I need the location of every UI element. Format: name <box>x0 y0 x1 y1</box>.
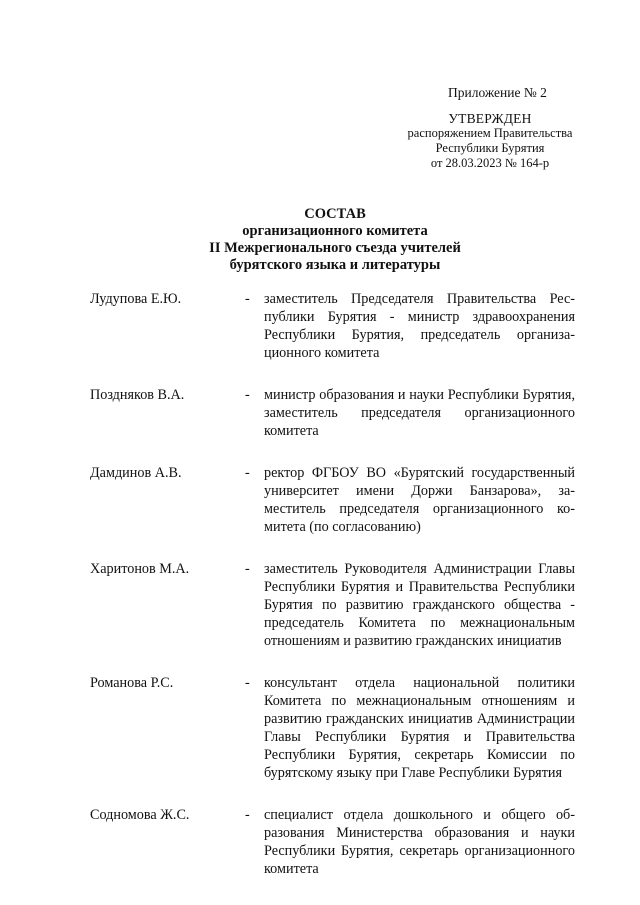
member-name: Романова Р.С. <box>90 675 174 691</box>
title-line-2: организационного комитета <box>242 223 428 239</box>
member-entry <box>90 674 575 782</box>
approved-label: УТВЕРЖДЕН <box>448 111 532 126</box>
member-entry <box>90 806 575 878</box>
title-line-1: СОСТАВ <box>304 206 366 222</box>
member-entry <box>90 464 575 536</box>
document-title <box>130 206 540 274</box>
member-name: Дамдинов А.В. <box>90 465 182 481</box>
member-role: министр образования и науки Республики Бурятия, заместитель председателя организационного комитета <box>264 387 575 439</box>
approved-by-line-2: Республики Бурятия <box>435 141 545 155</box>
member-dash: - <box>245 465 250 481</box>
member-name: Содномова Ж.С. <box>90 807 190 823</box>
member-role: специалист отдела дошкольного и общего образования Министерства образования и науки Республики Бурятия, секретарь организационного комитета <box>264 807 575 877</box>
member-dash: - <box>245 291 250 307</box>
member-dash: - <box>245 561 250 577</box>
member-name: Поздняков В.А. <box>90 387 185 403</box>
member-name: Лудупова Е.Ю. <box>90 291 182 307</box>
member-role: заместитель Председателя Правительства Республики Бурятия - министр здравоохранения Республики Бурятия, председатель организационного комитета <box>264 291 575 361</box>
member-dash: - <box>245 387 250 403</box>
member-entry <box>90 386 575 440</box>
approval-block <box>395 111 585 171</box>
title-line-3: II Межрегионального съезда учителей <box>209 240 461 256</box>
member-role: заместитель Руководителя Администрации Главы Республики Бурятия и Правительства Республики Бурятия по развитию гражданского общества - председатель Комитета по межнациональным отношениям и развитию гражданских инициатив <box>264 561 575 649</box>
title-line-4: бурятского языка и литературы <box>229 257 441 273</box>
approved-by-line-1: распоряжением Правительства <box>407 126 573 140</box>
member-dash: - <box>245 675 250 691</box>
member-name: Харитонов М.А. <box>90 561 190 577</box>
member-role: ректор ФГБОУ ВО «Бурятский государственный университет имени Доржи Банзарова», заместитель председателя организационного комитета (по согласованию) <box>264 465 575 535</box>
member-entry <box>90 560 575 650</box>
annex-number: Приложение № 2 <box>448 85 547 100</box>
committee-members-list <box>90 290 575 878</box>
member-dash: - <box>245 807 250 823</box>
approved-date: от 28.03.2023 № 164-р <box>430 156 550 170</box>
member-entry <box>90 290 575 362</box>
member-role: консультант отдела национальной политики Комитета по межнациональным отношениям и развитию гражданских инициатив Администрации Главы Республики Бурятия и Правительства Республики Бурятия, секретарь Комиссии по бурятскому языку при Главе Республики Бурятия <box>264 675 575 781</box>
